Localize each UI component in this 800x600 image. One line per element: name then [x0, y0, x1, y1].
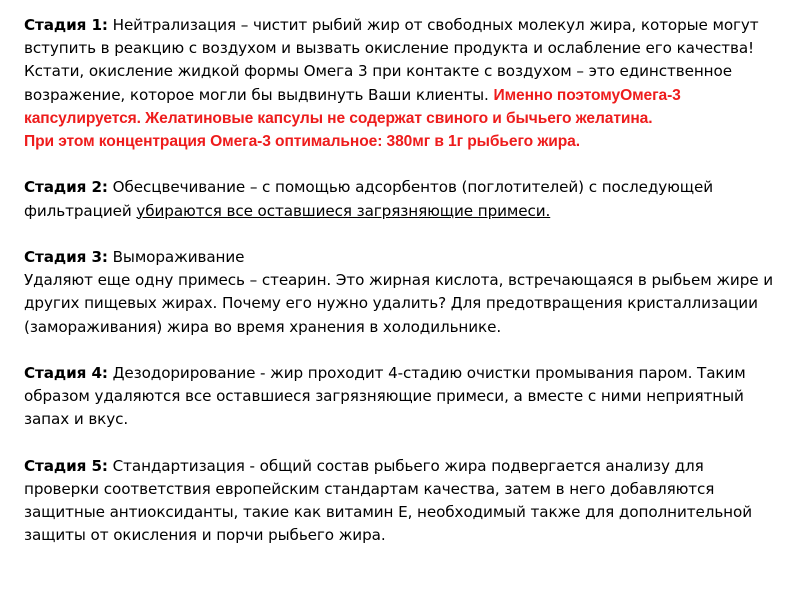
stage-2-text: Обесцвечивание – с помощью адсорбентов (поглотителей) с последующей фильтрацией [24, 178, 714, 220]
stage-1-label: Стадия 1: [24, 16, 108, 34]
stage-4-text: Дезодорирование - жир проходит 4-стадию очистки промывания паром. Таким образом удаляются все оставшиеся загрязняющие примеси, а вместе с ними неприятный запах и вкус. [24, 364, 746, 429]
stage-3-label: Стадия 3: [24, 248, 108, 266]
stage-5-text: Стандартизация - общий состав рыбьего жира подвергается анализу для проверки соответствия европейским стандартам качества, затем в него добавляются защитные антиоксиданты, такие как витамин Е, необходимый также для дополнительной защиты от окисления и порчи рыбьего жира. [24, 456, 752, 545]
stage-1-concentration: При этом концентрация Омега-3 оптимальное: 380мг в 1г рыбьего жира. [24, 133, 580, 151]
stage-1-text: Нейтрализация – чистит рыбий жир от свободных молекул жира, которые могут вступить в реакцию с воздухом и вызвать окисление продукта и ослабление его качества! Кстати, окисление жидкой формы Омега 3 при контакте с воздухом – это единственное возражение, которое могли бы выдвинуть Ваши клиенты. [24, 16, 759, 104]
stage-2-underlined: убираются все оставшиеся загрязняющие примеси. [136, 201, 551, 220]
stage-5-label: Стадия 5: [24, 456, 108, 475]
stage-1-paragraph [24, 14, 776, 153]
stage-4-paragraph [24, 362, 776, 432]
stage-3-text: Удаляют еще одну примесь – стеарин. Это жирная кислота, встречающаяся в рыбьем жире и других пищевых жирах. Почему его нужно удалить? Для предотвращения кристаллизации (замораживания) жира во время хранения в холодильнике. [24, 271, 773, 336]
stage-3-title: Вымораживание [107, 248, 245, 266]
stage-1-highlight: Именно поэтомуОмега-3 капсулируется. Желатиновые капсулы не содержат свиного и бычьего желатина. [24, 86, 681, 127]
stage-3-paragraph [24, 246, 776, 339]
stage-2-paragraph [24, 176, 776, 222]
stage-5-paragraph [24, 455, 776, 548]
document-body [24, 14, 776, 571]
stage-4-label: Стадия 4: [24, 364, 108, 382]
stage-2-label: Стадия 2: [24, 178, 108, 197]
